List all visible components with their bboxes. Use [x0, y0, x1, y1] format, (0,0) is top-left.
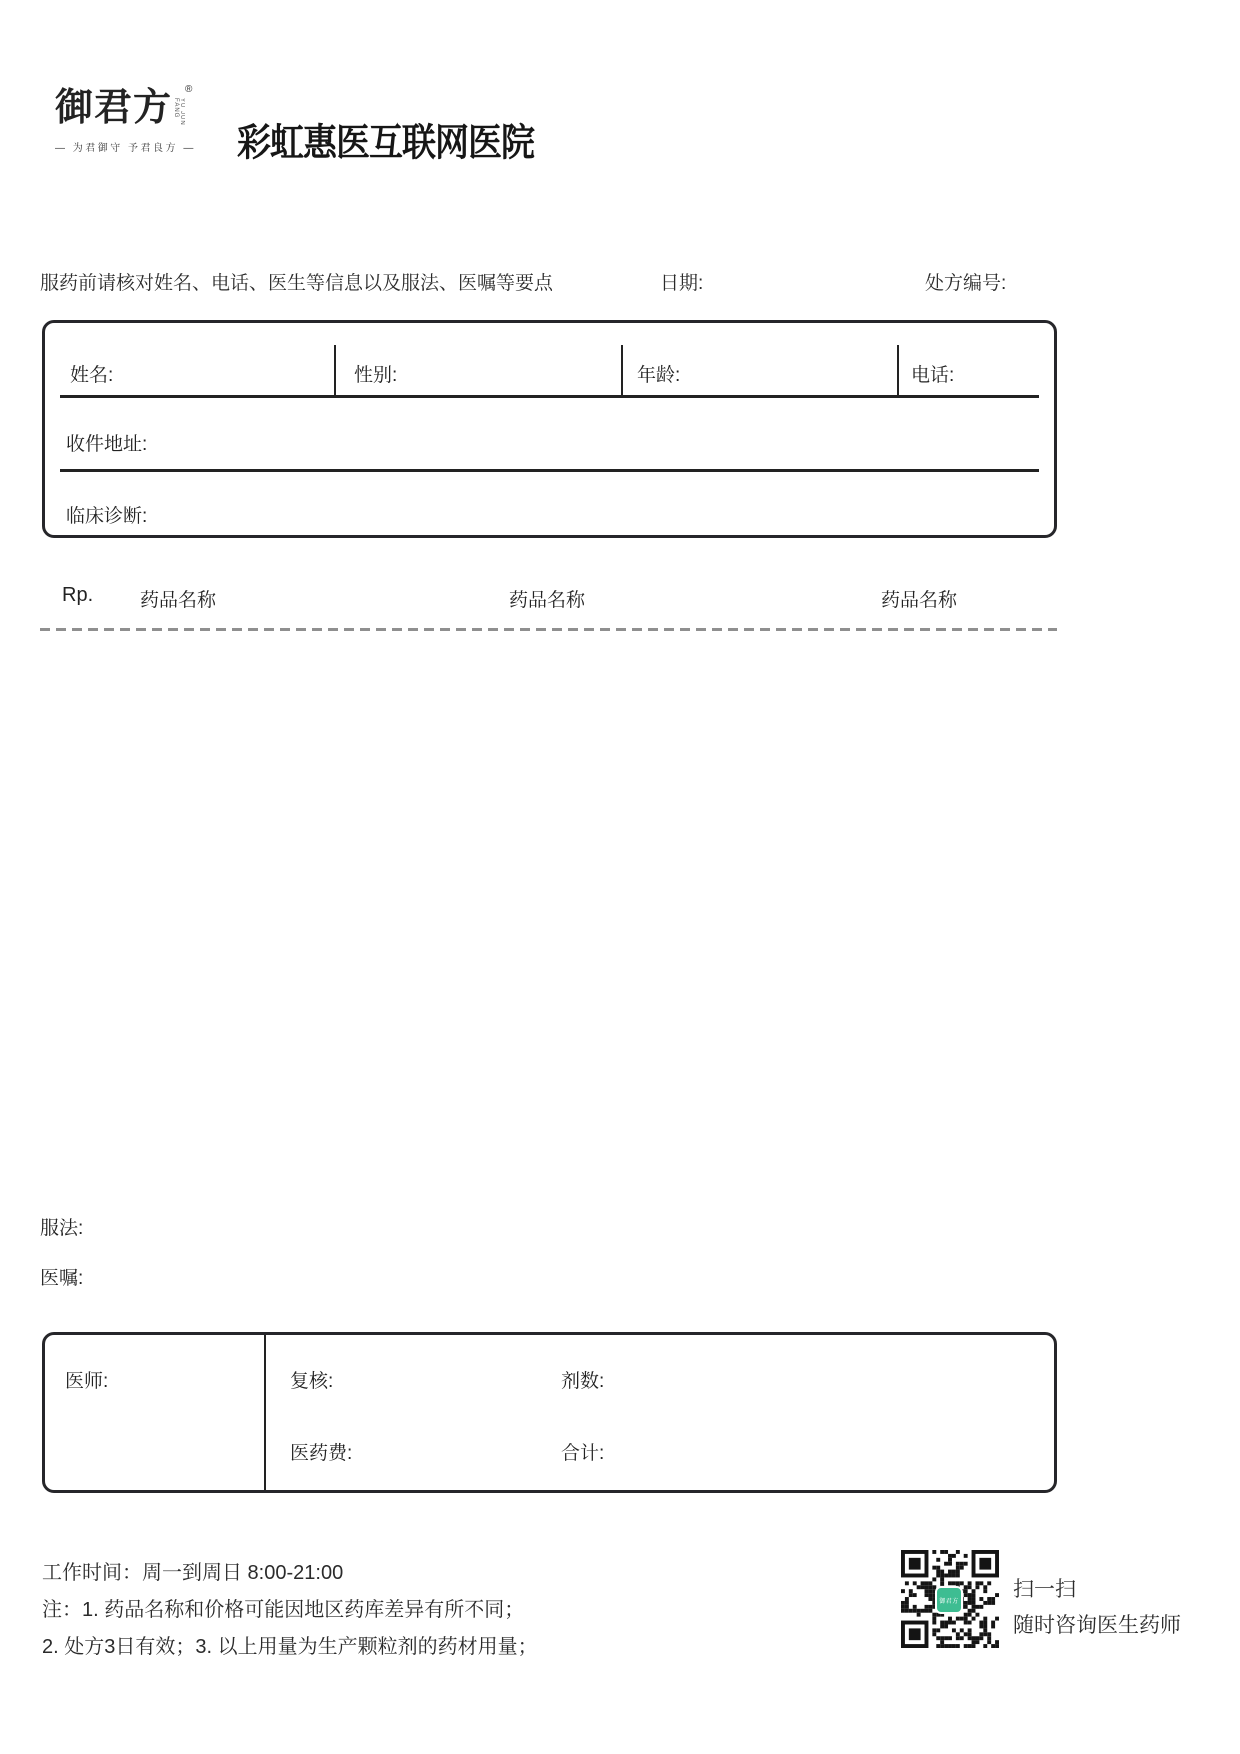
total-field-label: 合计: [561, 1443, 605, 1464]
drug-name-column-header: 药品名称 [140, 590, 217, 611]
row-divider [60, 469, 1039, 472]
brand-logo [55, 84, 205, 154]
gender-field-label: 性别: [354, 365, 398, 386]
qr-center-logo-text: 御君方 [939, 1598, 959, 1605]
qr-center-logo [935, 1586, 963, 1614]
dose-count-field-label: 剂数: [561, 1371, 605, 1392]
rp-label: Rp. [62, 584, 94, 606]
phone-field-label: 电话: [911, 365, 955, 386]
column-divider [897, 345, 899, 398]
drug-name-column-header: 药品名称 [881, 590, 958, 611]
qr-scan-title: 扫一扫 [1013, 1578, 1076, 1601]
prescription-number-label: 处方编号: [925, 273, 1007, 294]
address-field-label: 收件地址: [66, 434, 148, 455]
diagnosis-field-label: 临床诊断: [66, 506, 148, 527]
review-field-label: 复核: [290, 1371, 334, 1392]
hospital-name-title: 彩虹惠医互联网医院 [237, 122, 534, 165]
registered-mark-icon: ® [185, 84, 193, 95]
brand-logo-text: 御君方 [55, 84, 173, 129]
patient-info-box [42, 320, 1057, 538]
medicine-fee-field-label: 医药费: [290, 1443, 353, 1464]
column-divider [621, 345, 623, 398]
column-divider [264, 1335, 266, 1490]
usage-field-label: 服法: [40, 1218, 84, 1239]
signoff-box [42, 1332, 1057, 1493]
age-field-label: 年龄: [637, 365, 681, 386]
date-field-label: 日期: [660, 273, 704, 294]
name-field-label: 姓名: [70, 365, 114, 386]
footer-note-line1: 注：1. 药品名称和价格可能因地区药库差异有所不同； [42, 1599, 525, 1621]
advice-field-label: 医嘱: [40, 1268, 84, 1289]
footer-note-line2: 2. 处方3日有效；3. 以上用量为生产颗粒剂的药材用量； [42, 1636, 538, 1658]
prescription-divider-dashed-line [40, 628, 1057, 631]
physician-field-label: 医师: [65, 1371, 109, 1392]
verification-notice: 服药前请核对姓名、电话、医生等信息以及服法、医嘱等要点 [40, 273, 554, 294]
drug-name-column-header: 药品名称 [509, 590, 586, 611]
qr-code-icon [901, 1550, 999, 1648]
qr-scan-subtitle: 随时咨询医生药师 [1013, 1614, 1181, 1637]
column-divider [334, 345, 336, 398]
work-hours-text: 工作时间：周一到周日 8:00-21:00 [42, 1562, 344, 1584]
row-divider [60, 395, 1039, 398]
brand-tagline: — 为君御守 予君良方 — [55, 143, 196, 154]
brand-logo-english: YU JUN FANG [173, 98, 186, 126]
